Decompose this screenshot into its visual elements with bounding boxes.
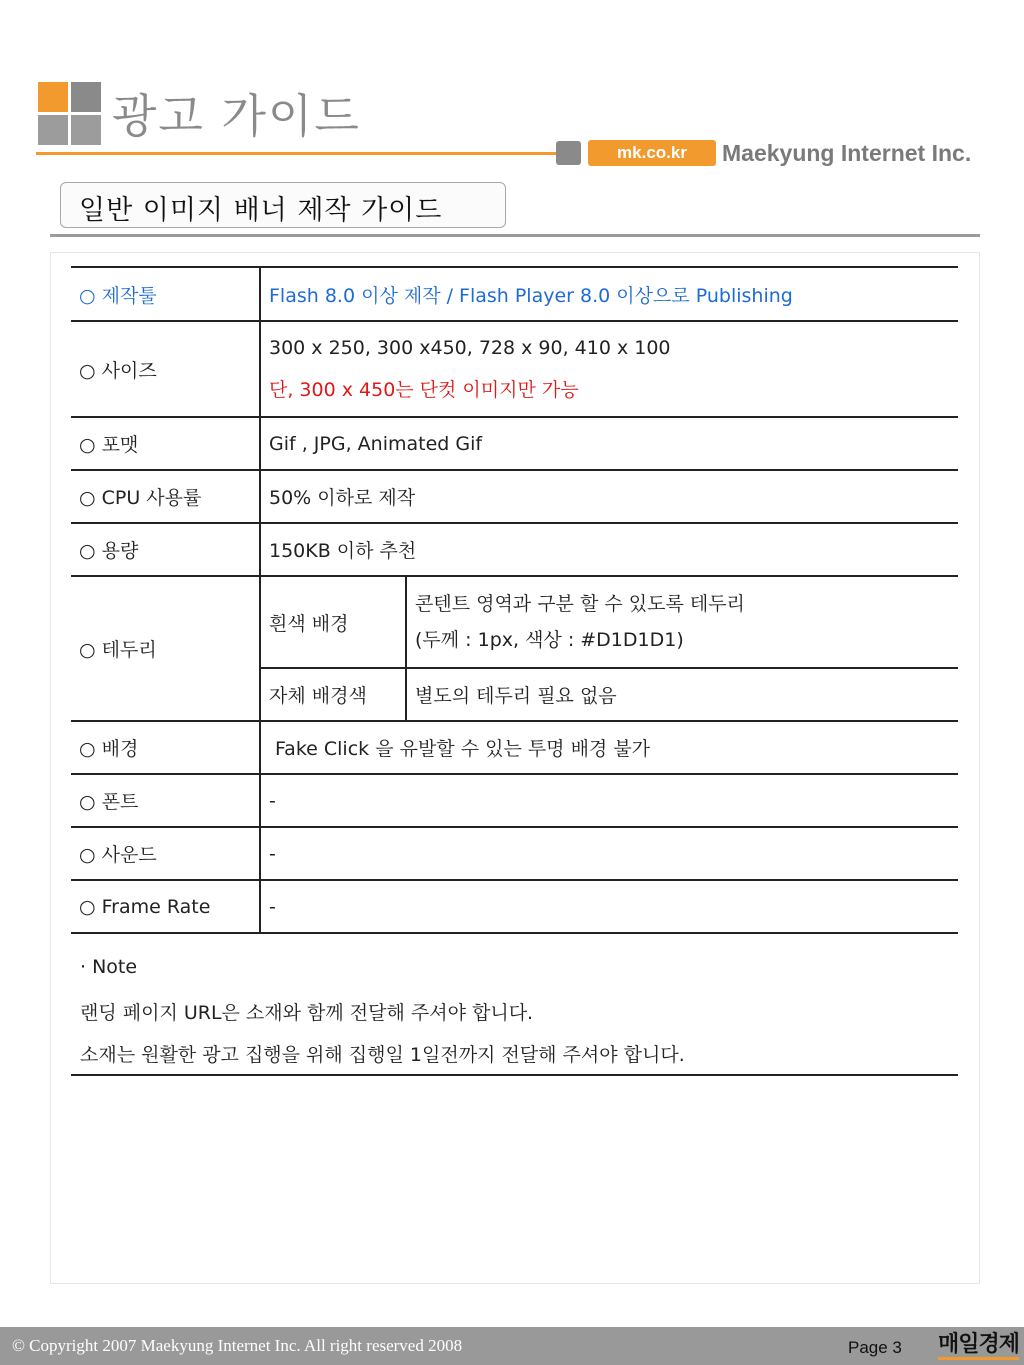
note-title: · Note (80, 956, 138, 978)
border-white-detail: (두께 : 1px, 색상 : #D1D1D1) (415, 629, 684, 651)
copyright-text: © Copyright 2007 Maekyung Internet Inc. All right reserved 2008 (12, 1336, 463, 1355)
row-value-capacity: 150KB 이하 추천 (260, 523, 958, 576)
logo-square-gray-left (38, 115, 68, 145)
section-title-box (60, 182, 506, 228)
row-label-border: ○ 테두리 (71, 576, 260, 721)
table-row (71, 827, 958, 880)
logo-square-orange (38, 82, 68, 112)
footer-bar (0, 1327, 1024, 1365)
row-value-background: Fake Click 을 유발할 수 있는 투명 배경 불가 (260, 721, 958, 774)
logo-square-gray-right (71, 115, 101, 145)
border-white-value (406, 576, 958, 668)
page-title: 광고 가이드 (112, 89, 361, 143)
logo-square-dark (71, 82, 101, 112)
table-row (71, 721, 958, 774)
note-line-1: 랜딩 페이지 URL은 소재와 함께 전달해 주셔야 합니다. (80, 1002, 534, 1024)
row-label-background: ○ 배경 (71, 721, 260, 774)
note-section (71, 938, 958, 1076)
row-label-font: ○ 폰트 (71, 774, 260, 827)
row-value-tool: Flash 8.0 이상 제작 / Flash Player 8.0 이상으로 Publishing (260, 267, 958, 321)
header-logo (38, 82, 102, 146)
row-label-format: ○ 포맷 (71, 417, 260, 470)
row-value-frame-rate: - (260, 880, 958, 933)
border-own-value: 별도의 테두리 필요 없음 (406, 668, 958, 721)
row-value-cpu: 50% 이하로 제작 (260, 470, 958, 523)
table-row (71, 880, 958, 933)
note-line-2: 소재는 원활한 광고 집행을 위해 집행일 1일전까지 전달해 주셔야 합니다. (80, 1044, 685, 1066)
section-divider (50, 234, 980, 237)
row-value-font: - (260, 774, 958, 827)
table-row (71, 576, 958, 668)
row-value-format: Gif , JPG, Animated Gif (260, 417, 958, 470)
border-own-label: 자체 배경색 (260, 668, 406, 721)
spec-table (71, 266, 958, 934)
row-label-tool: ○ 제작툴 (71, 267, 260, 321)
header-divider (36, 152, 556, 155)
border-white-label: 흰색 배경 (260, 576, 406, 668)
brand-logo: 매일경제 (938, 1333, 1019, 1360)
border-white-text: 콘텐트 영역과 구분 할 수 있도록 테두리 (415, 593, 745, 615)
row-value-sound: - (260, 827, 958, 880)
section-title: 일반 이미지 배너 제작 가이드 (79, 195, 443, 226)
site-badge: mk.co.kr (588, 140, 716, 166)
table-row (71, 774, 958, 827)
table-row (71, 417, 958, 470)
table-row (71, 267, 958, 321)
page-number: Page 3 (848, 1338, 902, 1357)
row-label-frame-rate: ○ Frame Rate (71, 880, 260, 933)
table-row (71, 470, 958, 523)
header-gray-square (556, 141, 581, 165)
row-label-size: ○ 사이즈 (71, 321, 260, 417)
row-value-size (260, 321, 958, 417)
size-note: 단, 300 x 450는 단컷 이미지만 가능 (269, 379, 579, 401)
row-label-cpu: ○ CPU 사용률 (71, 470, 260, 523)
size-values: 300 x 250, 300 x450, 728 x 90, 410 x 100 (269, 337, 671, 359)
row-label-capacity: ○ 용량 (71, 523, 260, 576)
row-label-sound: ○ 사운드 (71, 827, 260, 880)
table-row (71, 321, 958, 417)
table-row (71, 523, 958, 576)
company-name: Maekyung Internet Inc. (722, 140, 972, 166)
